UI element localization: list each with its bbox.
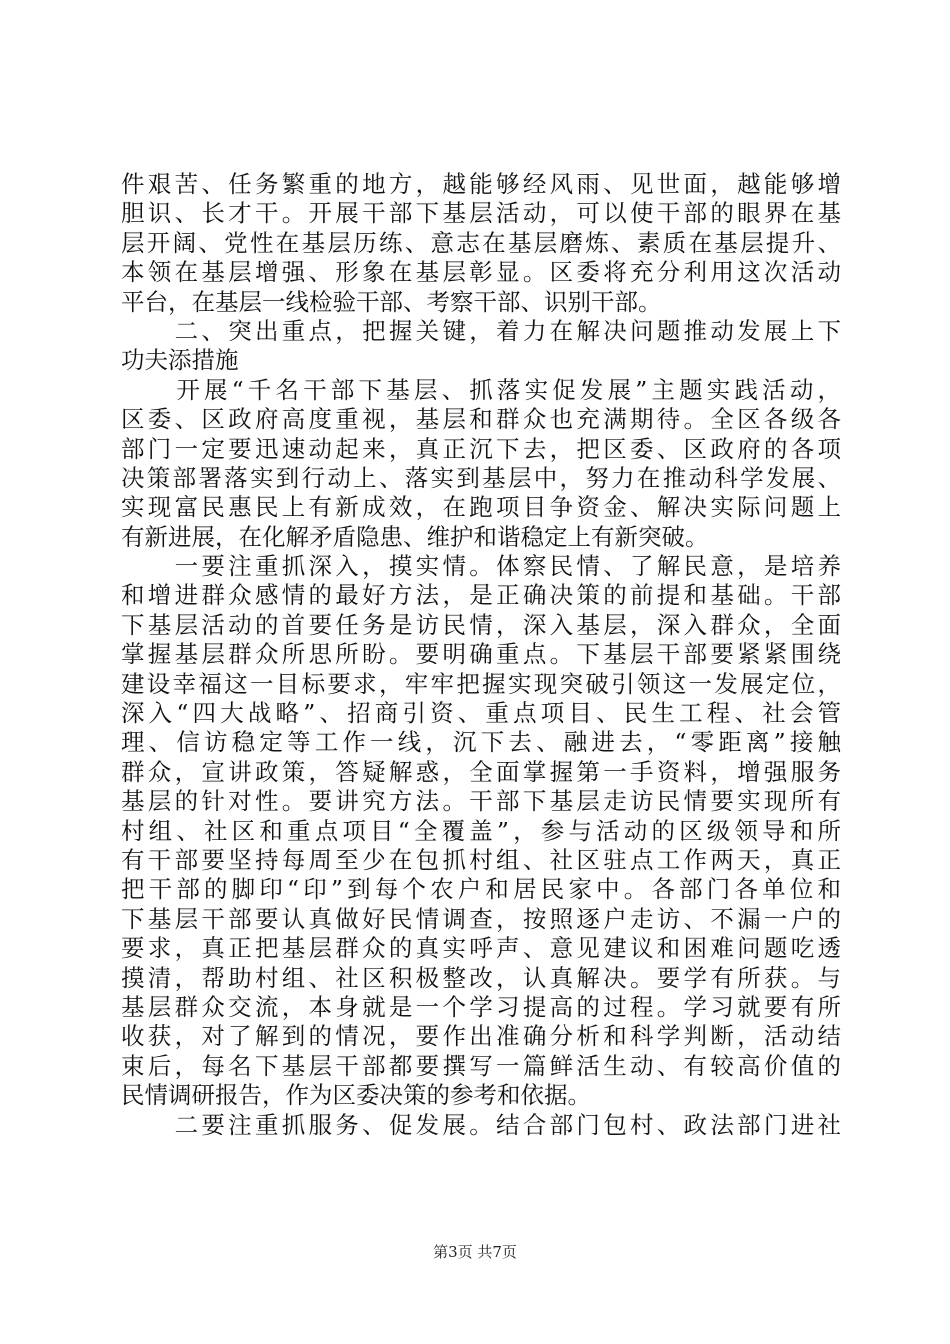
text-line: 实现富民惠民上有新成效，在跑项目争资金、解决实际问题上 [121, 493, 841, 522]
document-body [121, 170, 841, 1140]
text-line: 收获，对了解到的情况，要作出准确分析和科学判断，活动结 [121, 1022, 841, 1051]
text-line: 部门一定要迅速动起来，真正沉下去，把区委、区政府的各项 [121, 434, 841, 463]
text-line: 摸清，帮助村组、社区积极整改，认真解决。要学有所获。与 [121, 963, 841, 992]
page-footer: 第3页 共7页 [433, 1243, 517, 1261]
text-line: 层开阔、党性在基层历练、意志在基层磨炼、素质在基层提升、 [121, 228, 841, 257]
text-line: 一要注重抓深入，摸实情。体察民情、了解民意，是培养 [121, 552, 841, 581]
text-line: 群众，宣讲政策，答疑解惑，全面掌握第一手资料，增强服务 [121, 757, 841, 786]
text-line: 下基层活动的首要任务是访民情，深入基层，深入群众，全面 [121, 610, 841, 639]
text-line: 平台，在基层一线检验干部、考察干部、识别干部。 [121, 287, 662, 316]
text-line: 基层群众交流，本身就是一个学习提高的过程。学习就要有所 [121, 992, 841, 1021]
text-line: 胆识、长才干。开展干部下基层活动，可以使干部的眼界在基 [121, 199, 841, 228]
text-line: 深入“四大战略”、招商引资、重点项目、民生工程、社会管 [121, 699, 841, 728]
text-line: 件艰苦、任务繁重的地方，越能够经风雨、见世面，越能够增 [121, 170, 841, 198]
text-line: 村组、社区和重点项目“全覆盖”，参与活动的区级领导和所 [121, 816, 841, 845]
text-line: 有干部要坚持每周至少在包抓村组、社区驻点工作两天，真正 [121, 845, 841, 874]
text-line: 决策部署落实到行动上、落实到基层中，努力在推动科学发展、 [121, 463, 841, 492]
text-line: 民情调研报告，作为区委决策的参考和依据。 [121, 1081, 591, 1110]
text-line: 二、突出重点，把握关键，着力在解决问题推动发展上下 [121, 316, 841, 345]
text-line: 二要注重抓服务、促发展。结合部门包村、政法部门进社 [121, 1110, 841, 1139]
text-line: 下基层干部要认真做好民情调查，按照逐户走访、不漏一户的 [121, 904, 841, 933]
text-line: 理、信访稳定等工作一线，沉下去、融进去，“零距离”接触 [121, 728, 841, 757]
text-line: 功夫添措施 [121, 346, 239, 375]
text-line: 束后，每名下基层干部都要撰写一篇鲜活生动、有较高价值的 [121, 1051, 841, 1080]
text-line: 区委、区政府高度重视，基层和群众也充满期待。全区各级各 [121, 405, 841, 434]
text-line: 开展“千名干部下基层、抓落实促发展”主题实践活动， [121, 375, 841, 404]
text-line: 基层的针对性。要讲究方法。干部下基层走访民情要实现所有 [121, 787, 841, 816]
text-line: 掌握基层群众所思所盼。要明确重点。下基层干部要紧紧围绕 [121, 640, 841, 669]
text-line: 和增进群众感情的最好方法，是正确决策的前提和基础。干部 [121, 581, 841, 610]
text-line: 有新进展，在化解矛盾隐患、维护和谐稳定上有新突破。 [121, 522, 709, 551]
text-line: 把干部的脚印“印”到每个农户和居民家中。各部门各单位和 [121, 875, 841, 904]
text-line: 本领在基层增强、形象在基层彰显。区委将充分利用这次活动 [121, 258, 841, 287]
text-line: 建设幸福这一目标要求，牢牢把握实现突破引领这一发展定位， [121, 669, 841, 698]
text-line: 要求，真正把基层群众的真实呼声、意见建议和困难问题吃透 [121, 934, 841, 963]
